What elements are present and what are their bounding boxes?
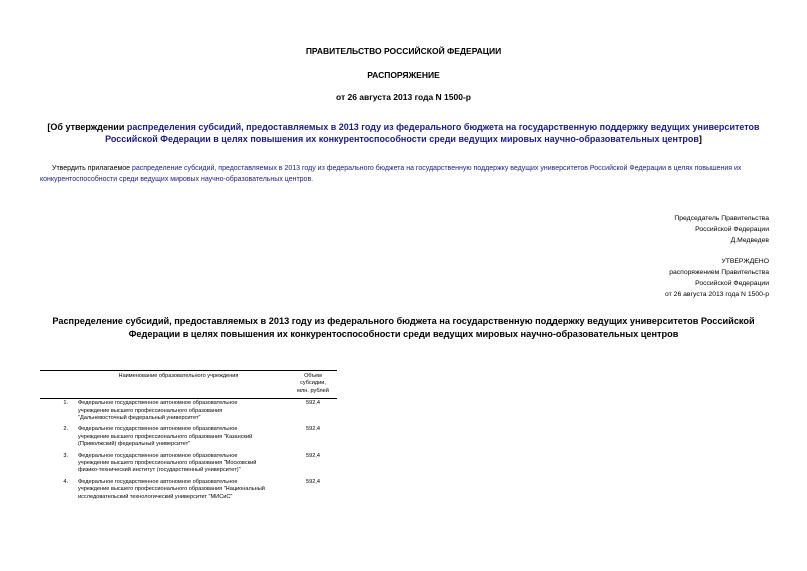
approval-date: от 26 августа 2013 года N 1500-р xyxy=(665,291,769,298)
doc-date-line: от 26 августа 2013 года N 1500-р xyxy=(335,92,471,102)
body-paragraph xyxy=(40,163,770,185)
row-institution-line: учреждение высшего профессионального образования "Московский xyxy=(78,460,257,467)
column-header-amount-l2: субсидии, xyxy=(300,380,326,387)
signature-country: Российской Федерации xyxy=(695,226,769,233)
row-institution-line: учреждение высшего профессионального образования xyxy=(78,407,223,414)
approval-stamp: УТВЕРЖДЕНО xyxy=(721,258,769,265)
distribution-heading-line2: Федерации в целях повышения их конкурентоспособности среди ведущих мировых научно-образовательных центров xyxy=(128,329,679,339)
row-institution-line: Федеральное государственное автономное образовательное xyxy=(78,452,238,459)
row-institution-line: физико-технический институт (государственный университет)" xyxy=(78,467,241,474)
row-amount: 592,4 xyxy=(306,478,320,485)
row-number: 1. xyxy=(63,400,68,407)
row-number: 3. xyxy=(63,452,68,459)
row-institution-line: Федеральное государственное автономное образовательное xyxy=(78,400,238,407)
subsidy-table xyxy=(40,370,337,504)
table-row xyxy=(40,452,337,478)
distribution-heading-line1: Распределение субсидий, предоставляемых в 2013 году из федерального бюджета на государственную поддержку ведущих университетов Российской xyxy=(52,316,755,326)
row-institution-line: учреждение высшего профессионального образования "Национальный xyxy=(78,486,265,493)
column-header-name: Наименование образовательного учреждения xyxy=(40,371,289,399)
column-header-amount xyxy=(289,371,337,399)
row-institution-line: "Дальневосточный федеральный университет" xyxy=(78,415,201,422)
row-amount: 592,4 xyxy=(306,400,320,407)
row-number: 2. xyxy=(63,426,68,433)
row-institution-line: исследовательский технологический университет "МИСиС" xyxy=(78,493,233,500)
body-lead: Утвердить прилагаемое xyxy=(52,165,133,172)
signature-title: Председатель Правительства xyxy=(674,215,769,222)
column-header-amount-l3: млн. рублей xyxy=(297,387,329,394)
row-institution-line: учреждение высшего профессионального образования "Казанский xyxy=(78,433,253,440)
row-institution-line: Федеральное государственное автономное образовательное xyxy=(78,478,238,485)
title-suffix: ] xyxy=(698,134,702,144)
title-prefix: [Об утверждении xyxy=(47,122,127,132)
row-institution xyxy=(76,399,289,426)
table-row xyxy=(40,425,337,451)
government-heading: ПРАВИТЕЛЬСТВО РОССИЙСКОЙ ФЕДЕРАЦИИ xyxy=(305,46,502,56)
doc-type-heading: РАСПОРЯЖЕНИЕ xyxy=(367,70,440,80)
row-institution-line: (Приволжский) федеральный университет" xyxy=(78,441,191,448)
signature-name: Д.Медведев xyxy=(730,237,769,244)
row-number: 4. xyxy=(63,478,68,485)
title-link-part1[interactable]: распределения субсидий, предоставляемых в 2013 году из федерального бюджета на государственную поддержку ведущих университетов xyxy=(126,122,760,132)
table-row xyxy=(40,399,337,426)
row-amount: 592,4 xyxy=(306,426,320,433)
doc-title-line2 xyxy=(0,133,807,145)
table-header-row xyxy=(40,371,337,399)
title-link-part2[interactable]: Российской Федерации в целях повышения их конкурентоспособности среди ведущих мировых научно-образовательных центров xyxy=(105,134,699,144)
row-institution xyxy=(76,425,289,451)
distribution-heading xyxy=(0,315,807,341)
signature-block xyxy=(674,213,769,246)
body-link[interactable]: распределение субсидий, предоставляемых в 2013 году из федерального бюджета на государственную поддержку ведущих университетов Российской Федерации в целях повышения их конкурентоспособности среди ведущих мировых научно-образовательных центров xyxy=(40,165,742,183)
approval-by: распоряжением Правительства xyxy=(669,269,769,276)
doc-title xyxy=(0,121,807,145)
body-tail: . xyxy=(311,176,314,183)
row-institution xyxy=(76,452,289,478)
row-amount: 592,4 xyxy=(306,452,320,459)
approval-country: Российской Федерации xyxy=(695,280,769,287)
approval-block xyxy=(665,256,769,300)
row-institution-line: Федеральное государственное автономное образовательное xyxy=(78,426,238,433)
column-header-amount-l1: Объем xyxy=(304,373,322,379)
table-row xyxy=(40,478,337,504)
doc-title-line1 xyxy=(0,121,807,133)
row-institution xyxy=(76,478,289,504)
